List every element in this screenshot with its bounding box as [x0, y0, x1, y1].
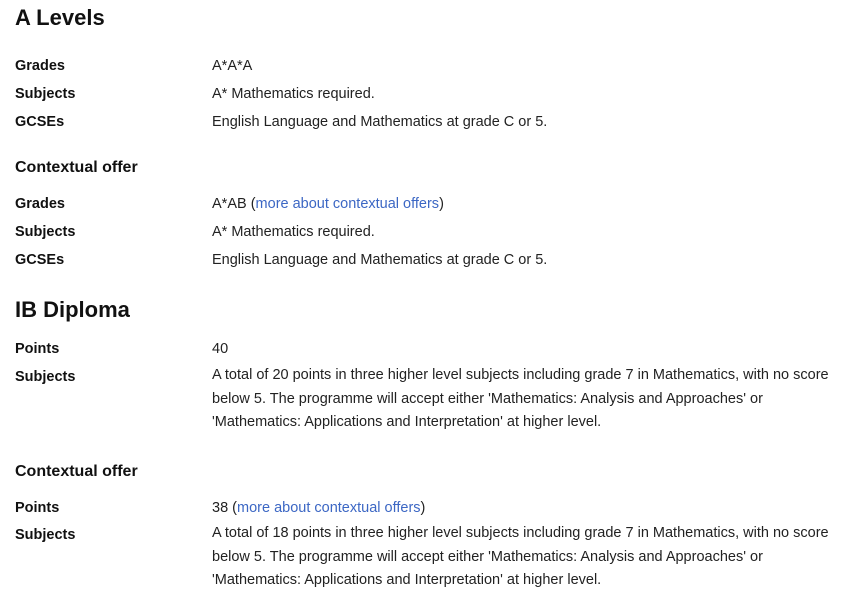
ib-subjects-value: A total of 20 points in three higher level subjects including grade 7 in Mathematics, with no score below 5. The programme will accept either 'Mathematics: Analysis and Approaches' or 'Mathematics: Applications and Interpretation' at higher level. [212, 367, 829, 430]
alevels-contextual-gcses-label: GCSEs [15, 252, 65, 268]
alevels-subjects-label: Subjects [15, 86, 76, 102]
ib-contextual-points-label: Points [15, 500, 60, 516]
alevels-contextual-heading: Contextual offer [15, 159, 138, 176]
ib-points-label: Points [15, 341, 60, 357]
alevels-contextual-link-open: ( [250, 196, 256, 212]
alevels-contextual-grades-value [212, 197, 444, 212]
ib-contextual-offers-link[interactable]: more about contextual offers [237, 500, 421, 516]
alevels-contextual-gcses-value: English Language and Mathematics at grade C or 5. [212, 252, 548, 268]
ib-subjects-label: Subjects [15, 369, 76, 385]
ib-points-value: 40 [212, 341, 229, 357]
ib-contextual-subjects-value: A total of 18 points in three higher level subjects including grade 7 in Mathematics, with no score below 5. The programme will accept either 'Mathematics: Analysis and Approaches' or 'Mathematics: Applications and Interpretation' at higher level. [212, 525, 829, 588]
ib-contextual-subjects-label: Subjects [15, 527, 76, 543]
alevels-heading: A Levels [15, 5, 105, 30]
alevels-grades-value: A*A*A [212, 58, 253, 74]
alevels-gcses-label: GCSEs [15, 114, 65, 130]
alevels-gcses-value: English Language and Mathematics at grade C or 5. [212, 114, 548, 130]
alevels-contextual-subjects-label: Subjects [15, 224, 76, 240]
ib-contextual-points-text: 38 [212, 500, 229, 516]
ib-contextual-heading: Contextual offer [15, 463, 138, 480]
alevels-contextual-grades-label: Grades [15, 196, 65, 212]
alevels-contextual-subjects-value: A* Mathematics required. [212, 224, 375, 240]
ib-contextual-link-open: ( [232, 500, 238, 516]
ib-contextual-link-close: ) [420, 500, 426, 516]
alevels-contextual-offers-link[interactable]: more about contextual offers [255, 196, 440, 212]
alevels-subjects-value: A* Mathematics required. [212, 86, 375, 102]
ib-contextual-points-value [212, 501, 425, 516]
ib-heading: IB Diploma [15, 297, 130, 322]
alevels-contextual-link-close: ) [439, 196, 444, 212]
alevels-grades-label: Grades [15, 58, 65, 74]
alevels-contextual-grades-text: A*AB [212, 196, 247, 212]
